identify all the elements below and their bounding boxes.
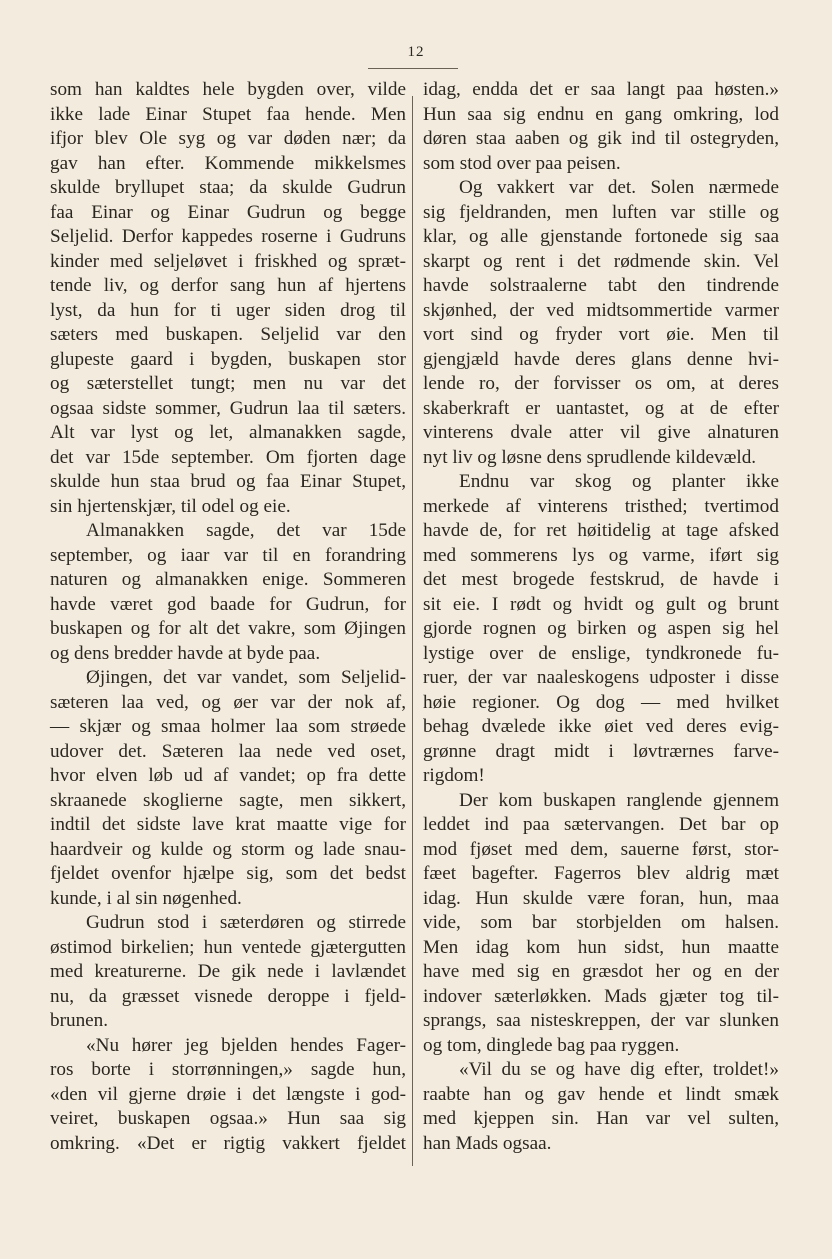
text-line: Øjingen, det var vandet, som Seljelid- bbox=[86, 667, 406, 688]
column-divider bbox=[412, 96, 413, 1166]
text-line: veiret, buskapen ogsaa.» Hun saa sig bbox=[50, 1108, 406, 1129]
text-line: sig fjeldranden, men luften var stille og bbox=[423, 201, 779, 223]
text-line: Men idag kom hun sidst, hun maatte bbox=[423, 936, 779, 958]
text-line: mod fjøset med dem, sauerne først, stor- bbox=[423, 838, 779, 860]
text-line: han Mads ogsaa. bbox=[423, 1132, 552, 1154]
text-line: Og vakkert var det. Solen nærmede bbox=[459, 177, 779, 198]
text-line: vide, som bar storbjelden om halsen. bbox=[423, 912, 779, 933]
text-line: — skjær og smaa holmer laa som strøede bbox=[50, 716, 406, 737]
text-line: behag dvælede ikke øiet ved deres evig- bbox=[423, 716, 779, 737]
text-line: vinterens dvale atter vil give alnaturen bbox=[423, 422, 779, 443]
text-line: Alt var lyst og let, almanakken sagde, bbox=[50, 422, 406, 443]
text-line: idag, endda det er saa langt paa høsten.» bbox=[423, 79, 779, 100]
text-line: sit eie. I rødt og hvidt og gult og brunt bbox=[423, 593, 779, 615]
text-line: som han kaldtes hele bygden over, vilde bbox=[50, 79, 406, 100]
text-line: havde solstraalerne tabt den tindrende bbox=[423, 275, 779, 296]
text-line: have med sig en græsdot her og en der bbox=[423, 961, 779, 982]
text-line: gjengjæld havde deres glans denne hvi- bbox=[423, 348, 779, 370]
text-line: med kjeppen sin. Han var vel sulten, bbox=[423, 1108, 779, 1129]
text-line: høie regioner. Og dog — med hvilket bbox=[423, 691, 779, 713]
text-line: med kreaturerne. De gik nede i lavlændet bbox=[50, 961, 406, 982]
text-line: østimod birkelien; hun ventede gjætergutten bbox=[50, 936, 406, 958]
text-line: tende liv, og derfor sang hun af hjertens bbox=[50, 275, 406, 296]
text-line: lystige over de enslige, tyndkronede fu- bbox=[423, 642, 779, 664]
text-line: skjønhed, der ved midtsommertide varmer bbox=[423, 299, 779, 321]
text-line: ruer, der var naaleskogens udposter i disse bbox=[423, 667, 779, 688]
text-line: haardveir og kulde og storm og lade snau- bbox=[50, 838, 406, 860]
text-line: Almanakken sagde, det var 15de bbox=[86, 520, 406, 541]
text-line: ros borte i storrønningen,» sagde hun, bbox=[50, 1059, 406, 1080]
text-line: merkede af vinterens tristhed; tvertimod bbox=[423, 495, 779, 517]
text-line: skulde hun staa brud og faa Einar Stupet, bbox=[50, 471, 406, 492]
text-line: døren staa aaben og gik ind til ostegryden, bbox=[423, 128, 779, 149]
text-line: leddet ind paa sætervangen. Det bar op bbox=[423, 814, 779, 835]
text-line: og tom, dinglede bag paa ryggen. bbox=[423, 1034, 680, 1056]
text-line: sæteren laa ved, og øer var der nok af, bbox=[50, 691, 406, 713]
text-line: sin hjertenskjær, til odel og eie. bbox=[50, 495, 291, 517]
text-line: med sommerens lys og varme, iført sig bbox=[423, 544, 779, 566]
text-line: Der kom buskapen ranglende gjennem bbox=[459, 789, 779, 811]
text-line: Endnu var skog og planter ikke bbox=[459, 471, 779, 492]
text-line: lende ro, der forvisser os om, at deres bbox=[423, 373, 779, 394]
right-column bbox=[423, 78, 779, 1156]
text-line: sprangs, saa nisteskreppen, der var slunken bbox=[423, 1010, 779, 1031]
page-number: 12 bbox=[407, 44, 425, 60]
text-line: skulde bryllupet staa; da skulde Gudrun bbox=[50, 177, 406, 198]
text-line: «Vil du se og have dig efter, troldet!» bbox=[459, 1059, 779, 1080]
text-line: skarpt og rent i det rødmende skin. Vel bbox=[423, 250, 779, 272]
text-line: «Nu hører jeg bjelden hendes Fager- bbox=[86, 1034, 406, 1056]
text-line: og sæterstellet tungt; men nu var det bbox=[50, 373, 406, 394]
text-line: nu, da græsset visnede deroppe i fjeld- bbox=[50, 985, 406, 1007]
text-line: klar, og alle gjenstande fortonede sig saa bbox=[423, 226, 779, 247]
text-line: ifjor blev Ole syg og var døden nær; da bbox=[50, 128, 406, 149]
text-line: Gudrun stod i sæterdøren og stirrede bbox=[86, 912, 406, 933]
text-line: indtil det sidste lave krat maatte vige for bbox=[50, 814, 406, 835]
text-line: omkring. «Det er rigtig vakkert fjeldet bbox=[50, 1132, 406, 1154]
text-line: naturen og almanakken enige. Sommeren bbox=[50, 569, 406, 590]
text-line: som stod over paa peisen. bbox=[423, 152, 621, 174]
text-line: fjeldet ovenfor hjælpe sig, som det bedst bbox=[50, 863, 406, 884]
text-line: nyt liv og løsne dens sprudlende kildevæld. bbox=[423, 446, 757, 468]
text-line: gjorde rognen og birken og aspen sig hel bbox=[423, 618, 779, 639]
text-line: ikke lade Einar Stupet faa hende. Men bbox=[50, 103, 406, 125]
text-line: det mest brogede festskrud, de havde i bbox=[423, 569, 779, 590]
text-line: sæters med buskapen. Seljelid var den bbox=[50, 324, 406, 345]
text-line: brunen. bbox=[50, 1010, 109, 1031]
text-line: grønne dragt midt i løvtrærnes farve- bbox=[423, 740, 779, 762]
text-line: glupeste gaard i bygden, buskapen stor bbox=[50, 348, 406, 370]
text-line: det var 15de september. Om fjorten dage bbox=[50, 446, 406, 468]
text-line: skraanede skoglierne sagte, men sikkert, bbox=[50, 789, 406, 811]
header-rule bbox=[368, 68, 458, 69]
text-line: vort sind og fryder vort øie. Men til bbox=[423, 324, 779, 345]
text-line: kunde, i al sin nøgenhed. bbox=[50, 887, 242, 909]
text-line: «den vil gjerne drøie i det længste i god- bbox=[50, 1083, 406, 1105]
text-line: idag. Hun skulde være foran, hun, maa bbox=[423, 887, 779, 909]
text-line: rigdom! bbox=[423, 765, 485, 786]
text-line: Hun saa sig endnu en gang omkring, lod bbox=[423, 103, 779, 125]
text-line: kinder med seljeløvet i friskhed og spræt- bbox=[50, 250, 406, 272]
text-line: buskapen og for alt det vakre, som Øjingen bbox=[50, 618, 406, 639]
text-line: skaberkraft er uantastet, og at de efter bbox=[423, 397, 779, 419]
text-line: og dens bredder havde at byde paa. bbox=[50, 642, 321, 664]
text-line: fæet bagefter. Fagerros blev aldrig mæt bbox=[423, 863, 779, 884]
text-line: indover sæterløkken. Mads gjæter tog til- bbox=[423, 985, 779, 1007]
text-line: udover det. Sæteren laa nede ved oset, bbox=[50, 740, 406, 762]
text-line: havde været god baade for Gudrun, for bbox=[50, 593, 406, 615]
text-line: ogsaa sidste sommer, Gudrun laa til sæters. bbox=[50, 397, 406, 419]
text-line: hvor elven løb ud af vandet; op fra dette bbox=[50, 765, 406, 786]
text-line: gav han efter. Kommende mikkelsmes bbox=[50, 152, 406, 174]
left-column bbox=[50, 78, 406, 1156]
text-line: Seljelid. Derfor kappedes roserne i Gudruns bbox=[50, 226, 406, 247]
text-line: havde de, for ret høitidelig at tage afsked bbox=[423, 520, 779, 541]
text-line: faa Einar og Einar Gudrun og begge bbox=[50, 201, 406, 223]
text-line: september, og iaar var til en forandring bbox=[50, 544, 406, 566]
text-line: lyst, da hun for ti uger siden drog til bbox=[50, 299, 406, 321]
text-line: raabte han og gav hende et lindt smæk bbox=[423, 1083, 779, 1105]
